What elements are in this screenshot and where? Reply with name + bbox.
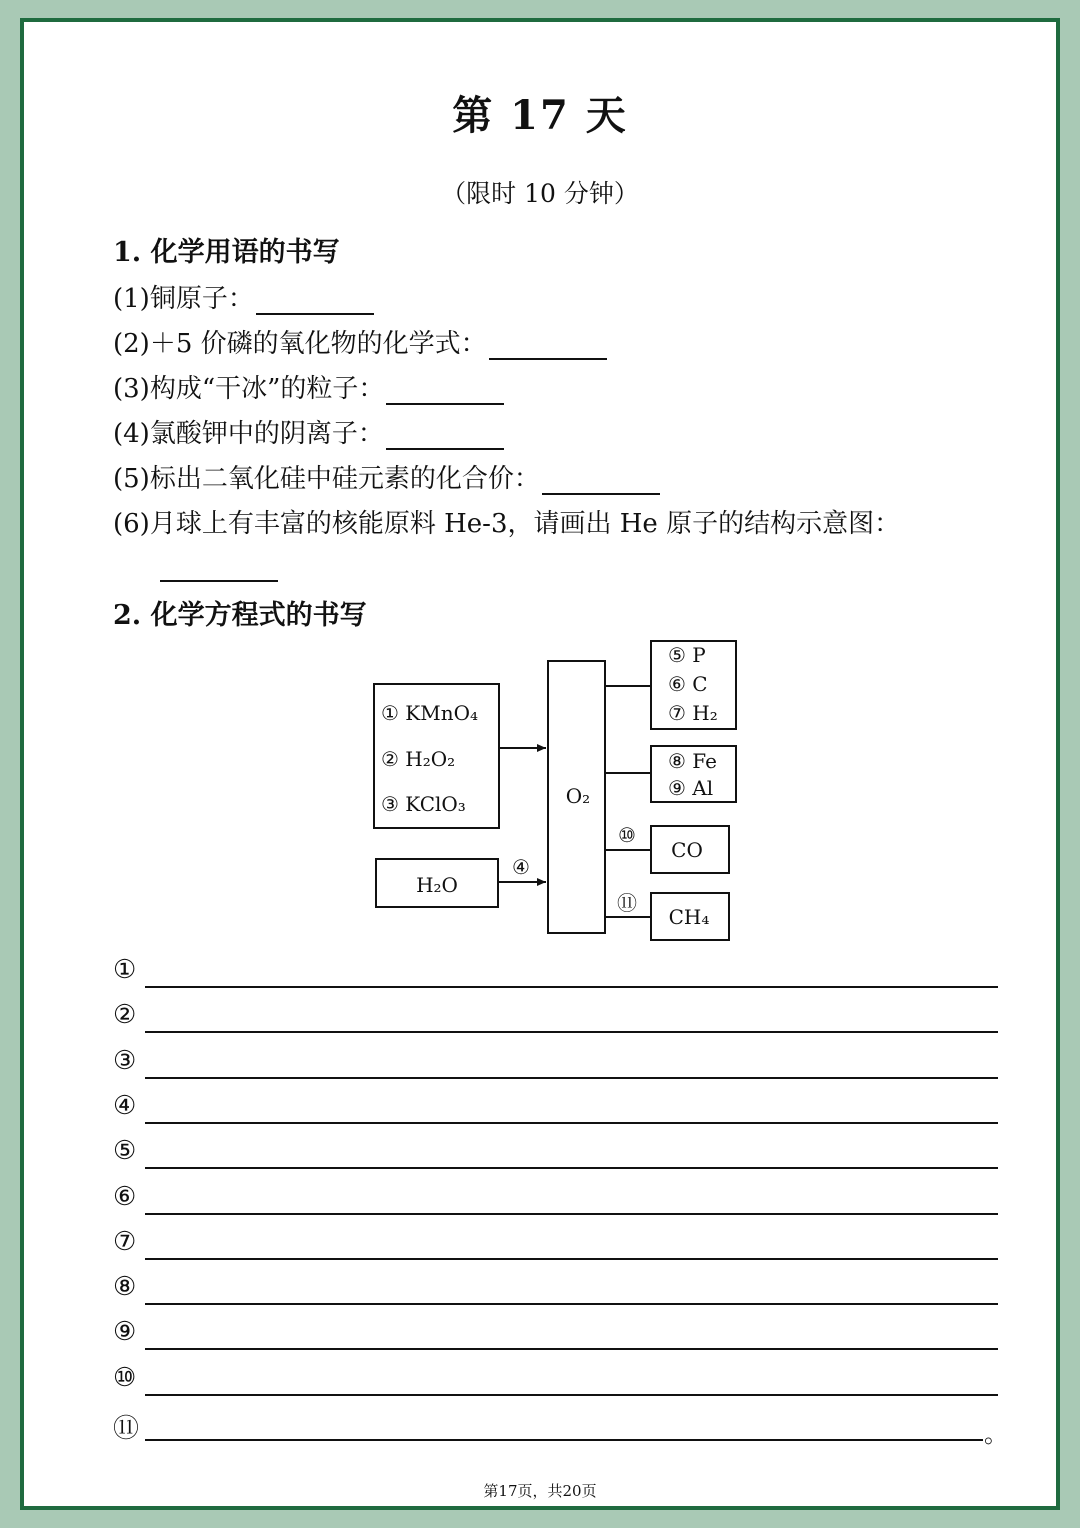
question-text: (5)标出二氧化硅中硅元素的化合价： [113,464,540,494]
reactant-h2o2: ② H₂O₂ [381,747,456,771]
water-arrow-number: ④ [512,855,530,879]
answer-number: ⑦ [113,1226,137,1257]
answer-number: ⑪ [113,1414,140,1444]
question-text: (2)＋5 价磷的氧化物的化学式： [113,329,487,359]
co-number: ⑩ [618,823,636,847]
time-limit: （限时 10 分钟） [441,179,639,208]
ending-period: 。 [984,1420,1008,1448]
answer-line[interactable] [145,1303,998,1305]
product-al: ⑨ Al [668,776,714,800]
page-footer: 第17页，共20页 [483,1482,597,1500]
answer-line[interactable] [145,1258,998,1260]
answer-number: ④ [113,1090,137,1121]
product-c: ⑥ C [668,672,708,696]
ch4-number: ⑪ [617,891,637,915]
question-text: (3)构成“干冰”的粒子： [113,374,385,404]
reactant-kmno4: ① KMnO₄ [381,701,479,725]
answer-number: ⑨ [113,1317,137,1348]
answer-line[interactable] [145,1077,998,1079]
answer-line[interactable] [145,1122,998,1124]
product-p: ⑤ P [668,643,706,667]
answer-number: ① [113,955,137,985]
answer-line[interactable] [145,1394,998,1396]
page-title: 第 17 天 [452,92,628,139]
question-text: (6)月球上有丰富的核能原料 He-3，请画出 He 原子的结构示意图： [113,509,901,539]
ch4-label: CH₄ [668,905,710,929]
answer-number: ⑥ [113,1181,137,1212]
answer-line[interactable] [145,1439,983,1441]
co-label: CO [671,838,703,862]
answer-number: ⑩ [113,1362,137,1393]
answer-number: ⑤ [113,1136,137,1167]
reactant-kclo3: ③ KClO₃ [381,792,466,816]
answer-line[interactable] [145,1213,998,1215]
answer-number: ③ [113,1045,137,1076]
section1-heading: 1. 化学用语的书写 [113,237,340,268]
product-h2: ⑦ H₂ [668,701,718,725]
question-text: (1)铜原子： [113,284,254,314]
answer-line[interactable] [145,986,998,988]
question-text: (4)氯酸钾中的阴离子： [113,419,384,449]
answer-line[interactable] [145,1031,998,1033]
water-label: H₂O [416,873,458,897]
answer-line[interactable] [145,1167,998,1169]
answer-number: ② [113,1000,137,1031]
section2-heading: 2. 化学方程式的书写 [113,600,367,631]
product-fe: ⑧ Fe [668,749,717,773]
answer-line[interactable] [145,1348,998,1350]
answer-number: ⑧ [113,1272,137,1303]
oxygen-label: O₂ [565,784,591,808]
